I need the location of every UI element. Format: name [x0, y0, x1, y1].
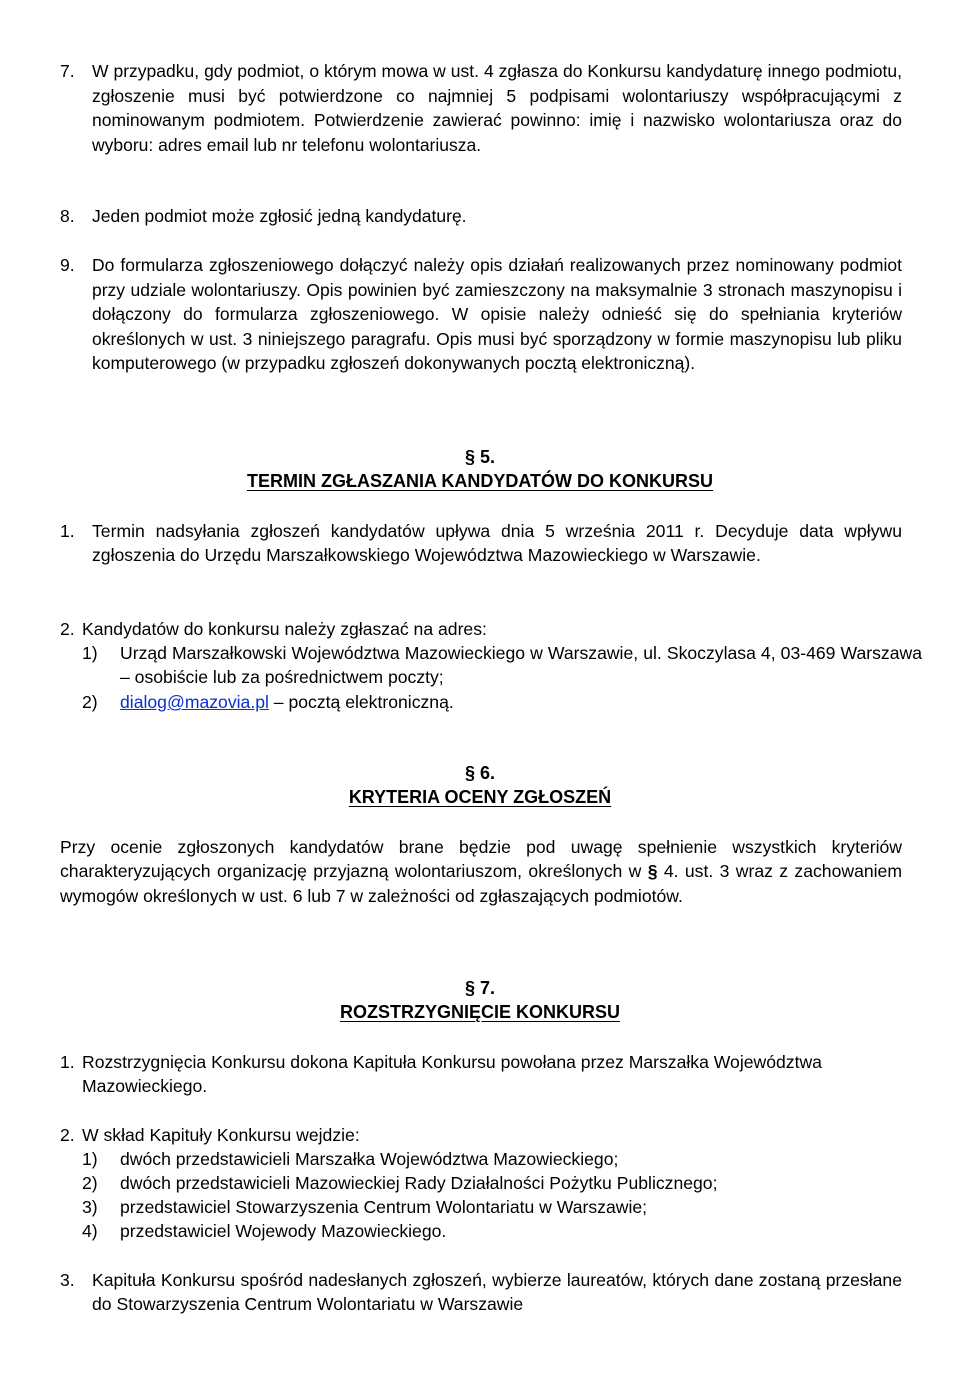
item-text: W przypadku, gdy podmiot, o którym mowa w ust. 4 zgłasza do Konkursu kandydaturę innego podmiotu, zgłoszenie musi być potwierdzone co najmniej 5 podpisami wolontariuszy współpracującymi z nominowanym podmiotem. Potwierdzenie zawierać powinno: imię i nazwisko wolontariusza oraz do wyboru: adres email lub nr telefonu wolontariusza.: [92, 61, 902, 155]
sub-item-text: przedstawiciel Stowarzyszenia Centrum Wolontariatu w Warszawie;: [120, 1197, 648, 1217]
item-number: 9.: [60, 255, 75, 275]
paragraph: [60, 835, 902, 908]
item-number: 2.: [60, 619, 75, 639]
paragraph-symbol: §: [464, 447, 475, 467]
sub-item-number: 2): [82, 692, 98, 712]
item-text: Termin nadsyłania zgłoszeń kandydatów upływa dnia 5 września 2011 r. Decyduje data wpływu zgłoszenia do Urzędu Marszałkowskiego Województwa Mazowieckiego w Warszawie.: [92, 521, 902, 566]
section-number: [0, 977, 960, 999]
item-number: 1.: [60, 521, 75, 541]
sub-item-text: Urząd Marszałkowski Województwa Mazowieckiego w Warszawie, ul. Skoczylasa 4, 03-469 Warszawa – osobiście lub za pośrednictwem poczty;: [120, 643, 922, 688]
email-link[interactable]: dialog@mazovia.pl: [120, 692, 269, 712]
list-item: [60, 519, 902, 568]
sub-item-number: 1): [82, 1149, 98, 1169]
list-item: [60, 204, 902, 229]
list-item: [60, 253, 902, 376]
sub-item-number: 1): [82, 643, 98, 663]
paragraph-text-rest: 4. ust. 3 wraz z zachowaniem wymogów określonych w ust. 6 lub 7 w zależności od zgłaszających podmiotów.: [60, 861, 902, 906]
section-number-text: 7.: [480, 978, 496, 998]
sub-item-number: 3): [82, 1197, 98, 1217]
section-title: TERMIN ZGŁASZANIA KANDYDATÓW DO KONKURSU: [247, 471, 713, 491]
section-number: [0, 446, 960, 468]
sub-item-text: dwóch przedstawicieli Mazowieckiej Rady Działalności Pożytku Publicznego;: [120, 1173, 718, 1193]
item-text: W skład Kapituły Konkursu wejdzie:: [82, 1125, 360, 1145]
sub-item-text: [120, 690, 922, 714]
sub-item-text: przedstawiciel Wojewody Mazowieckiego.: [120, 1221, 447, 1241]
sub-list-item: [82, 690, 922, 714]
list-item: [60, 59, 902, 157]
sub-item-text-rest: – pocztą elektroniczną.: [268, 692, 454, 712]
item-number: 1.: [60, 1052, 75, 1072]
sub-list-item: [82, 1147, 922, 1171]
item-number: 8.: [60, 206, 75, 226]
sub-list-item: [82, 1219, 922, 1243]
section-number-text: 5.: [480, 447, 496, 467]
paragraph-symbol: §: [647, 861, 658, 882]
item-number: 3.: [60, 1270, 75, 1290]
item-text: Jeden podmiot może zgłosić jedną kandydaturę.: [92, 206, 467, 226]
sub-list-item: [82, 1171, 922, 1195]
paragraph-text: Przy ocenie zgłoszonych kandydatów brane będzie pod uwagę spełnienie wszystkich kryteriów charakteryzujących organizację przyjazną wolontariuszom, określonych w: [60, 837, 902, 882]
list-item: [60, 1268, 902, 1317]
item-text: Kapituła Konkursu spośród nadesłanych zgłoszeń, wybierze laureatów, których dane zostaną przesłane do Stowarzyszenia Centrum Wolontariatu w Warszawie: [92, 1270, 902, 1315]
section-title: KRYTERIA OCENY ZGŁOSZEŃ: [348, 787, 612, 807]
sub-item-number: 4): [82, 1221, 98, 1241]
item-number: 7.: [60, 61, 75, 81]
list-item: [60, 1050, 902, 1099]
list-item: [60, 617, 902, 641]
section-number: [0, 762, 960, 784]
item-text: Rozstrzygnięcia Konkursu dokona Kapituła Konkursu powołana przez Marszałka Województwa Mazowieckiego.: [82, 1052, 822, 1097]
item-text: Kandydatów do konkursu należy zgłaszać na adres:: [82, 619, 487, 639]
section-number-text: 6.: [480, 763, 496, 783]
list-item: [60, 1123, 902, 1147]
sub-item-text: dwóch przedstawicieli Marszałka Województwa Mazowieckiego;: [120, 1149, 619, 1169]
sub-item-number: 2): [82, 1173, 98, 1193]
sub-list-item: [82, 641, 922, 690]
sub-list-item: [82, 1195, 922, 1219]
section-title: ROZSTRZYGNIĘCIE KONKURSU: [339, 1002, 620, 1022]
paragraph-symbol: §: [464, 763, 475, 783]
item-number: 2.: [60, 1125, 75, 1145]
paragraph-symbol: §: [464, 978, 475, 998]
item-text: Do formularza zgłoszeniowego dołączyć należy opis działań realizowanych przez nominowany podmiot przy udziale wolontariuszy. Opis powinien być zamieszczony na maksymalnie 3 stronach maszynopisu i dołączony do formularza zgłoszeniowego. W opisie należy odnieść się do spełniania kryteriów określonych w ust. 3 niniejszego paragrafu. Opis musi być sporządzony w formie maszynopisu lub pliku komputerowego (w przypadku zgłoszeń dokonywanych pocztą elektroniczną).: [92, 255, 902, 373]
